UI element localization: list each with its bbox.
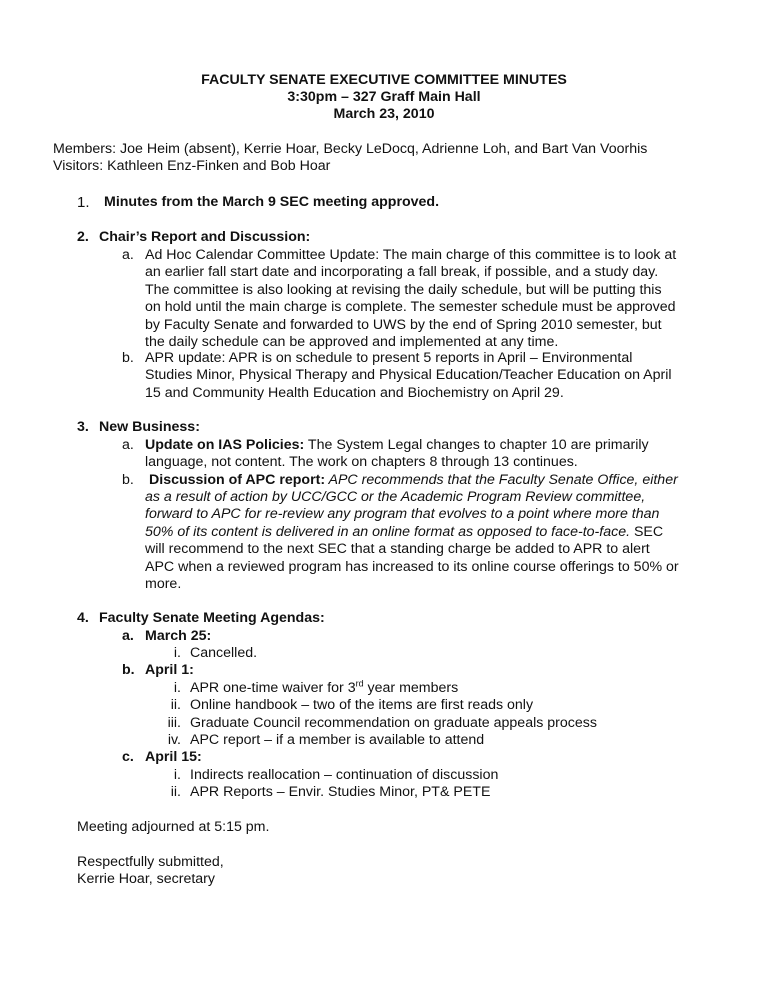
- item-number: 2.: [77, 229, 89, 245]
- agenda-date-april-1: April 1:: [145, 662, 194, 678]
- calendar-committee-update: [145, 247, 717, 351]
- sub-item-label: a.: [122, 437, 134, 453]
- agenda-date-april-15: April 15:: [145, 749, 202, 765]
- visitors-line: Visitors: Kathleen Enz-Finken and Bob Hoar: [53, 158, 331, 175]
- roman-numeral: ii.: [170, 697, 181, 713]
- apc-report-body: [145, 489, 717, 593]
- roman-numeral: iii.: [167, 715, 181, 731]
- text-line: The committee is also looking at revising the daily schedule, but will be putting this: [145, 281, 662, 298]
- text-line: 15 and Community Health Education and Biochemistry on April 29.: [145, 384, 564, 401]
- document-header: [0, 72, 768, 123]
- sub-item-label: a.: [122, 628, 134, 644]
- agenda-entry: Online handbook – two of the items are first reads only: [190, 697, 534, 713]
- item-title: Minutes from the March 9 SEC meeting approved.: [104, 194, 440, 210]
- roman-numeral: iv.: [167, 732, 181, 748]
- agenda-entry: Graduate Council recommendation on graduate appeals process: [190, 715, 597, 731]
- agenda-date-march-25: March 25:: [145, 628, 212, 644]
- entry-text: APR one-time waiver for 3: [190, 680, 356, 696]
- item-title: Faculty Senate Meeting Agendas:: [99, 610, 325, 626]
- text-line: by Faculty Senate and forwarded to UWS by the end of Spring 2010 semester, but: [145, 316, 662, 333]
- text-line: APC when a reviewed program has increased to its online course offerings to 50% or: [145, 558, 679, 575]
- text-line: [145, 524, 717, 541]
- sub-item-label: c.: [122, 749, 134, 765]
- text-line: more.: [145, 576, 182, 593]
- agenda-entry: Indirects reallocation – continuation of discussion: [190, 767, 499, 783]
- sub-item-label: b.: [122, 350, 134, 366]
- roman-numeral: ii.: [170, 784, 181, 800]
- text-line: as a result of action by UCC/GCC or the Academic Program Review committee,: [145, 489, 646, 505]
- text-line: on hold until the main charge is complete. The semester schedule must be approved: [145, 299, 676, 316]
- agenda-entry: Cancelled.: [190, 645, 258, 661]
- text-line: [145, 437, 717, 454]
- sub-item-label: b.: [122, 472, 134, 488]
- attendance: [53, 141, 753, 176]
- secretary-signoff: Kerrie Hoar, secretary: [77, 871, 215, 887]
- text-line: [149, 472, 721, 489]
- text-line: APR update: APR is on schedule to present 5 reports in April – Environmental: [145, 350, 633, 366]
- plain-text: SEC: [630, 523, 664, 540]
- ordinal-suffix: rd: [355, 678, 364, 689]
- agenda-entry: [190, 680, 458, 697]
- apc-heading: Discussion of APC report:: [149, 472, 326, 488]
- agenda-entry: APR Reports – Envir. Studies Minor, PT& PETE: [190, 784, 491, 800]
- text-line: language, not content. The work on chapters 8 through 13 continues.: [145, 454, 578, 471]
- text-line: Studies Minor, Physical Therapy and Physical Education/Teacher Education on April: [145, 367, 672, 384]
- roman-numeral: i.: [173, 680, 181, 696]
- agenda-entry: APC report – if a member is available to attend: [190, 732, 485, 748]
- ias-text: The System Legal changes to chapter 10 are primarily: [304, 437, 649, 453]
- members-line: Members: Joe Heim (absent), Kerrie Hoar, Becky LeDocq, Adrienne Loh, and Bart Van Voorhis: [53, 141, 648, 157]
- adjournment-note: Meeting adjourned at 5:15 pm.: [77, 819, 270, 835]
- text-line: an earlier fall start date and incorporating a fall break, if possible, and a study day.: [145, 264, 659, 281]
- entry-text: year members: [363, 680, 459, 696]
- roman-numeral: i.: [173, 645, 181, 661]
- text-line: will recommend to the next SEC that a standing charge be added to APR to alert: [145, 541, 650, 558]
- item-number: 4.: [77, 610, 89, 626]
- apc-recommendation: APC recommends that the Faculty Senate Office, either: [325, 472, 678, 488]
- text-line: forward to APC for re-review any program that evolves to a point where more than: [145, 506, 660, 523]
- meeting-date: March 23, 2010: [333, 106, 435, 122]
- text-line: Ad Hoc Calendar Committee Update: The main charge of this committee is to look at: [145, 247, 677, 263]
- apr-update: [145, 350, 717, 402]
- document-title: FACULTY SENATE EXECUTIVE COMMITTEE MINUTES: [201, 72, 567, 88]
- item-number: 1.: [77, 194, 90, 211]
- item-title: New Business:: [99, 419, 200, 435]
- ias-policies-update: [145, 437, 717, 472]
- submitted-line: Respectfully submitted,: [77, 854, 224, 870]
- roman-numeral: i.: [173, 767, 181, 783]
- italic-text: 50% of its content is delivered in an online format as opposed to face-to-face.: [145, 523, 631, 540]
- apc-report-discussion: [149, 472, 721, 489]
- meeting-time-place: 3:30pm – 327 Graff Main Hall: [287, 89, 481, 105]
- ias-heading: Update on IAS Policies:: [145, 437, 305, 453]
- item-number: 3.: [77, 419, 89, 435]
- item-title: Chair’s Report and Discussion:: [99, 229, 311, 245]
- sub-item-label: b.: [122, 662, 135, 678]
- text-line: the daily schedule can be approved and implemented at any time.: [145, 334, 559, 351]
- sub-item-label: a.: [122, 247, 134, 263]
